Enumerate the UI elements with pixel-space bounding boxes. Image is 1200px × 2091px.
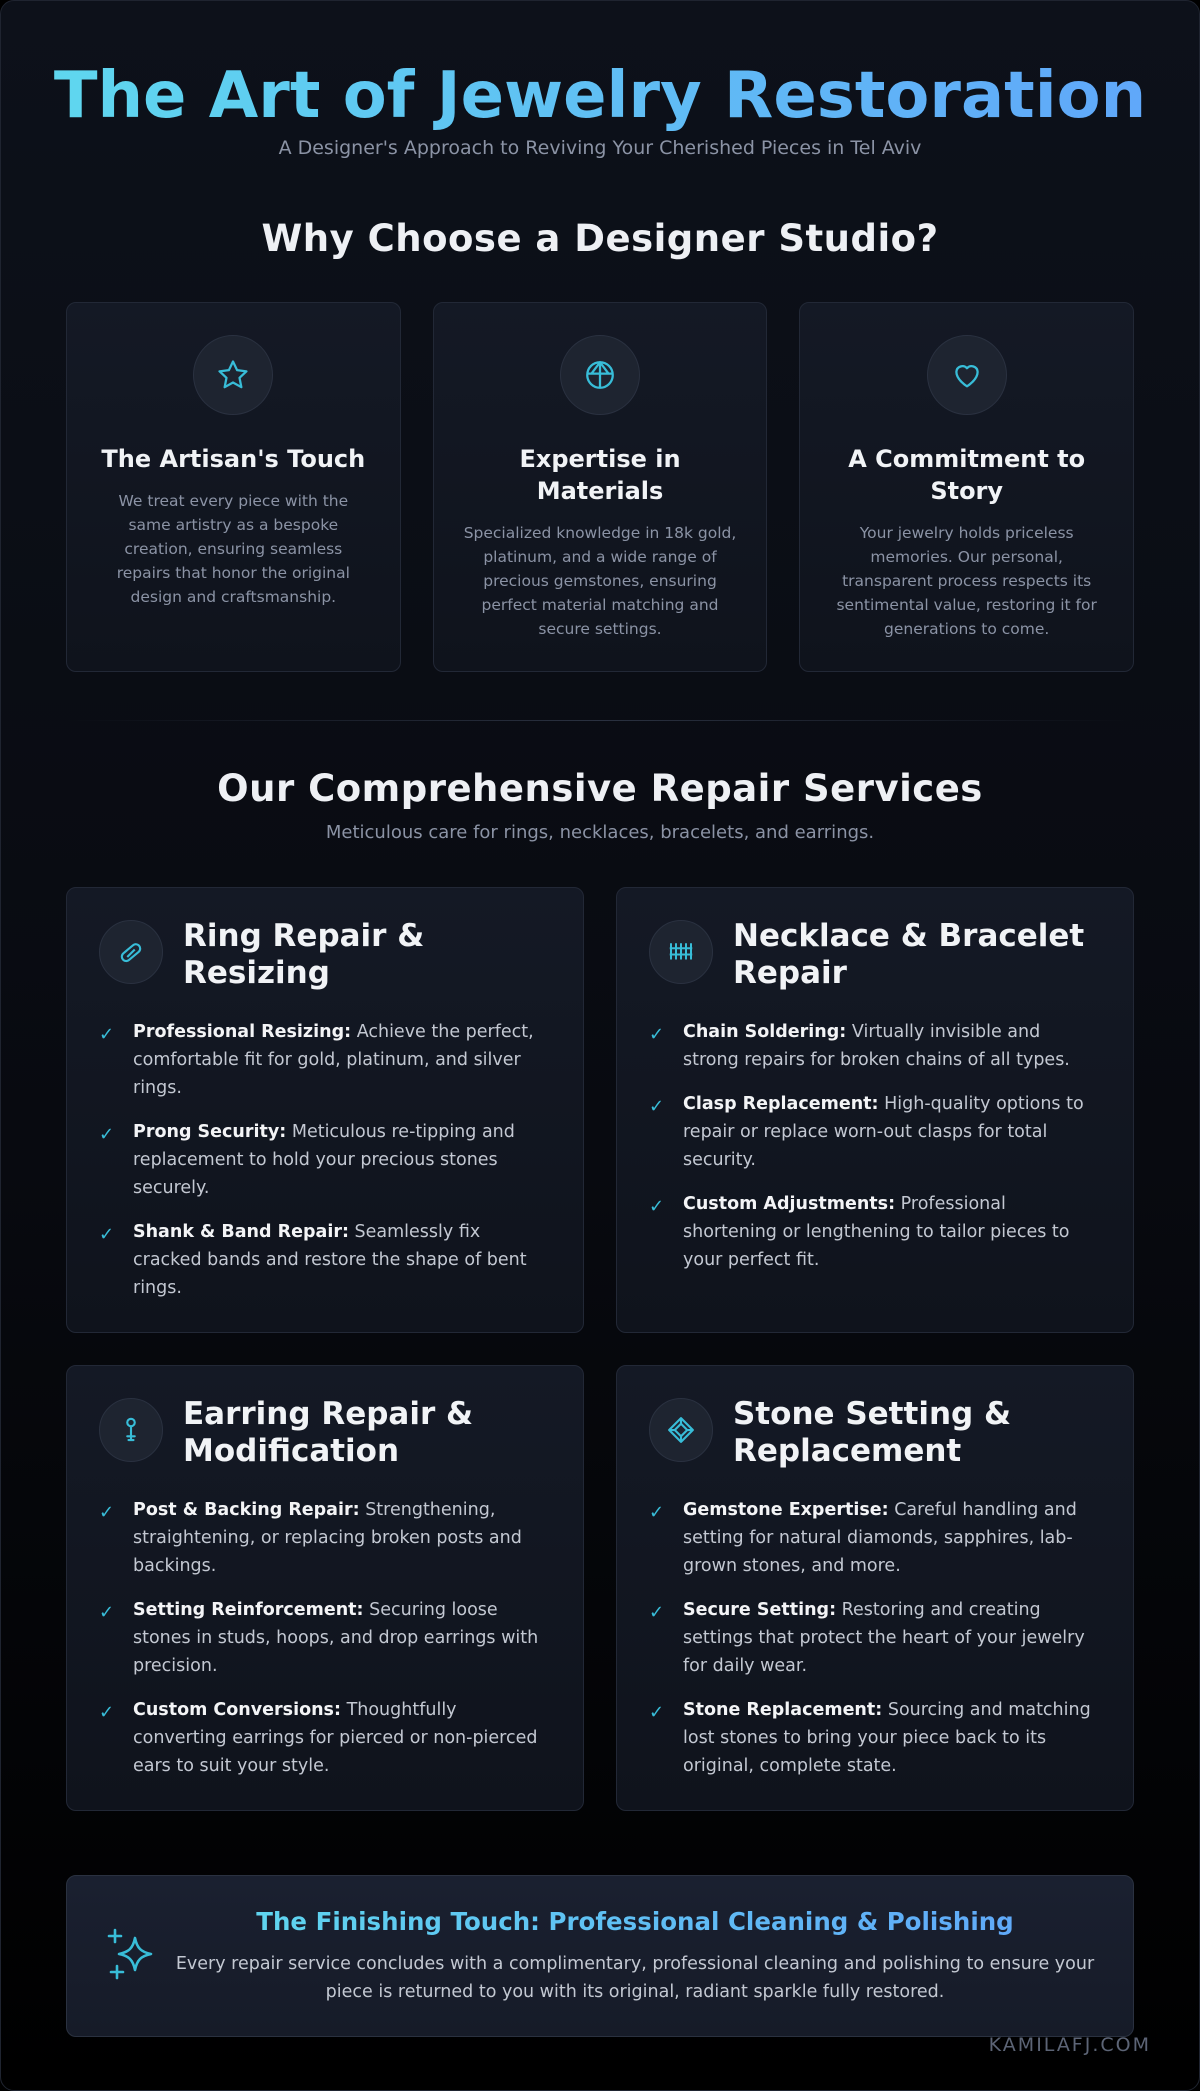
page-title: The Art of Jewelry Restoration (1, 57, 1199, 135)
diamond-icon (649, 1398, 713, 1462)
service-title: Necklace & Bracelet Repair (733, 918, 1085, 991)
service-card-earring (66, 1365, 584, 1811)
item-text: Professional shortening or lengthening to tailor pieces to your perfect fit. (683, 1194, 1070, 1270)
item-text: Strengthening, straightening, or replacing broken posts and backings. (133, 1500, 522, 1576)
check-icon: ✓ (649, 1024, 665, 1045)
list-item (649, 1190, 1101, 1274)
finishing-text: Every repair service concludes with a complimentary, professional cleaning and polishing to ensure your piece is returned to you with its original, radiant sparkle fully restored. (175, 1953, 1095, 2002)
service-head (99, 920, 551, 992)
heart-icon (927, 335, 1007, 415)
section-divider (66, 720, 1134, 721)
earring-icon (99, 1398, 163, 1462)
finishing-touch-panel (66, 1875, 1134, 2037)
service-title: Stone Setting & Replacement (733, 1396, 1012, 1469)
check-icon: ✓ (99, 1224, 115, 1245)
service-head (649, 1398, 1101, 1470)
item-label: Clasp Replacement: (683, 1094, 879, 1114)
service-head (649, 920, 1101, 992)
item-text: Thoughtfully converting earrings for pierced or non-pierced ears to suit your style. (133, 1700, 538, 1776)
footer-brand: KAMILAFJ.COM (988, 2034, 1151, 2056)
star-icon (193, 335, 273, 415)
feature-card-artisan (66, 302, 401, 672)
check-icon: ✓ (99, 1124, 115, 1145)
list-item (99, 1118, 551, 1202)
item-text: Restoring and creating settings that protect the heart of your jewelry for daily wear. (683, 1600, 1085, 1676)
list-item (99, 1018, 551, 1102)
item-text: Meticulous re-tipping and replacement to hold your precious stones securely. (133, 1122, 515, 1198)
service-title: Earring Repair & Modification (183, 1396, 474, 1469)
gem-icon (560, 335, 640, 415)
item-label: Setting Reinforcement: (133, 1600, 364, 1620)
feature-text: Specialized knowledge in 18k gold, platinum, and a wide range of precious gemstones, ensuring perfect material matching and secure settings. (463, 524, 737, 638)
service-card-ring (66, 887, 584, 1333)
check-icon: ✓ (99, 1024, 115, 1045)
item-text: Virtually invisible and strong repairs for broken chains of all types. (683, 1022, 1070, 1070)
feature-card-story (799, 302, 1134, 672)
item-label: Custom Adjustments: (683, 1194, 896, 1214)
check-icon: ✓ (99, 1502, 115, 1523)
check-icon: ✓ (99, 1702, 115, 1723)
item-text: High-quality options to repair or replace worn-out clasps for total security. (683, 1094, 1084, 1170)
feature-title: Expertise in Materials (519, 445, 681, 505)
list-item (649, 1018, 1101, 1074)
service-list (649, 1496, 1101, 1780)
check-icon: ✓ (649, 1602, 665, 1623)
item-label: Professional Resizing: (133, 1022, 352, 1042)
why-title: Why Choose a Designer Studio? (261, 217, 939, 260)
list-item (649, 1596, 1101, 1680)
service-list (99, 1496, 551, 1780)
page-subtitle: A Designer's Approach to Reviving Your Cherished Pieces in Tel Aviv (278, 137, 922, 159)
feature-card-materials (433, 302, 768, 672)
item-label: Shank & Band Repair: (133, 1222, 349, 1242)
chain-icon (649, 920, 713, 984)
check-icon: ✓ (649, 1702, 665, 1723)
item-label: Stone Replacement: (683, 1700, 883, 1720)
sparkle-icon (103, 1926, 163, 1986)
item-label: Custom Conversions: (133, 1700, 341, 1720)
list-item (649, 1696, 1101, 1780)
list-item (99, 1696, 551, 1780)
item-label: Prong Security: (133, 1122, 287, 1142)
feature-text: We treat every piece with the same artistry as a bespoke creation, ensuring seamless repairs that honor the original design and craftsmanship. (116, 492, 350, 606)
list-item (649, 1496, 1101, 1580)
check-icon: ✓ (649, 1196, 665, 1217)
finishing-title: The Finishing Touch: Professional Cleaning & Polishing (173, 1907, 1097, 1936)
ring-icon (99, 920, 163, 984)
services-subtitle: Meticulous care for rings, necklaces, bracelets, and earrings. (325, 822, 875, 843)
feature-text: Your jewelry holds priceless memories. Our personal, transparent process respects its sentimental value, restoring it for generations to come. (836, 524, 1097, 638)
item-text: Careful handling and setting for natural diamonds, sapphires, lab-grown stones, and more. (683, 1500, 1077, 1576)
services-title: Our Comprehensive Repair Services (217, 767, 983, 810)
service-card-stone (616, 1365, 1134, 1811)
list-item (649, 1090, 1101, 1174)
check-icon: ✓ (649, 1096, 665, 1117)
feature-title: A Commitment to Story (848, 445, 1086, 505)
check-icon: ✓ (649, 1502, 665, 1523)
service-head (99, 1398, 551, 1470)
service-list (649, 1018, 1101, 1274)
item-label: Chain Soldering: (683, 1022, 847, 1042)
service-title: Ring Repair & Resizing (183, 918, 425, 991)
item-text: Seamlessly fix cracked bands and restore the shape of bent rings. (133, 1222, 527, 1298)
service-card-necklace (616, 887, 1134, 1333)
item-label: Post & Backing Repair: (133, 1500, 360, 1520)
check-icon: ✓ (99, 1602, 115, 1623)
item-text: Sourcing and matching lost stones to bring your piece back to its original, complete state. (683, 1700, 1091, 1776)
service-list (99, 1018, 551, 1302)
list-item (99, 1496, 551, 1580)
feature-title: The Artisan's Touch (101, 445, 366, 473)
list-item (99, 1596, 551, 1680)
finishing-body (163, 1907, 1097, 2006)
item-label: Secure Setting: (683, 1600, 837, 1620)
item-text: Securing loose stones in studs, hoops, and drop earrings with precision. (133, 1600, 539, 1676)
list-item (99, 1218, 551, 1302)
services-grid (1, 887, 1199, 1811)
item-label: Gemstone Expertise: (683, 1500, 889, 1520)
item-text: Achieve the perfect, comfortable fit for gold, platinum, and silver rings. (133, 1022, 534, 1098)
feature-row (1, 302, 1199, 672)
